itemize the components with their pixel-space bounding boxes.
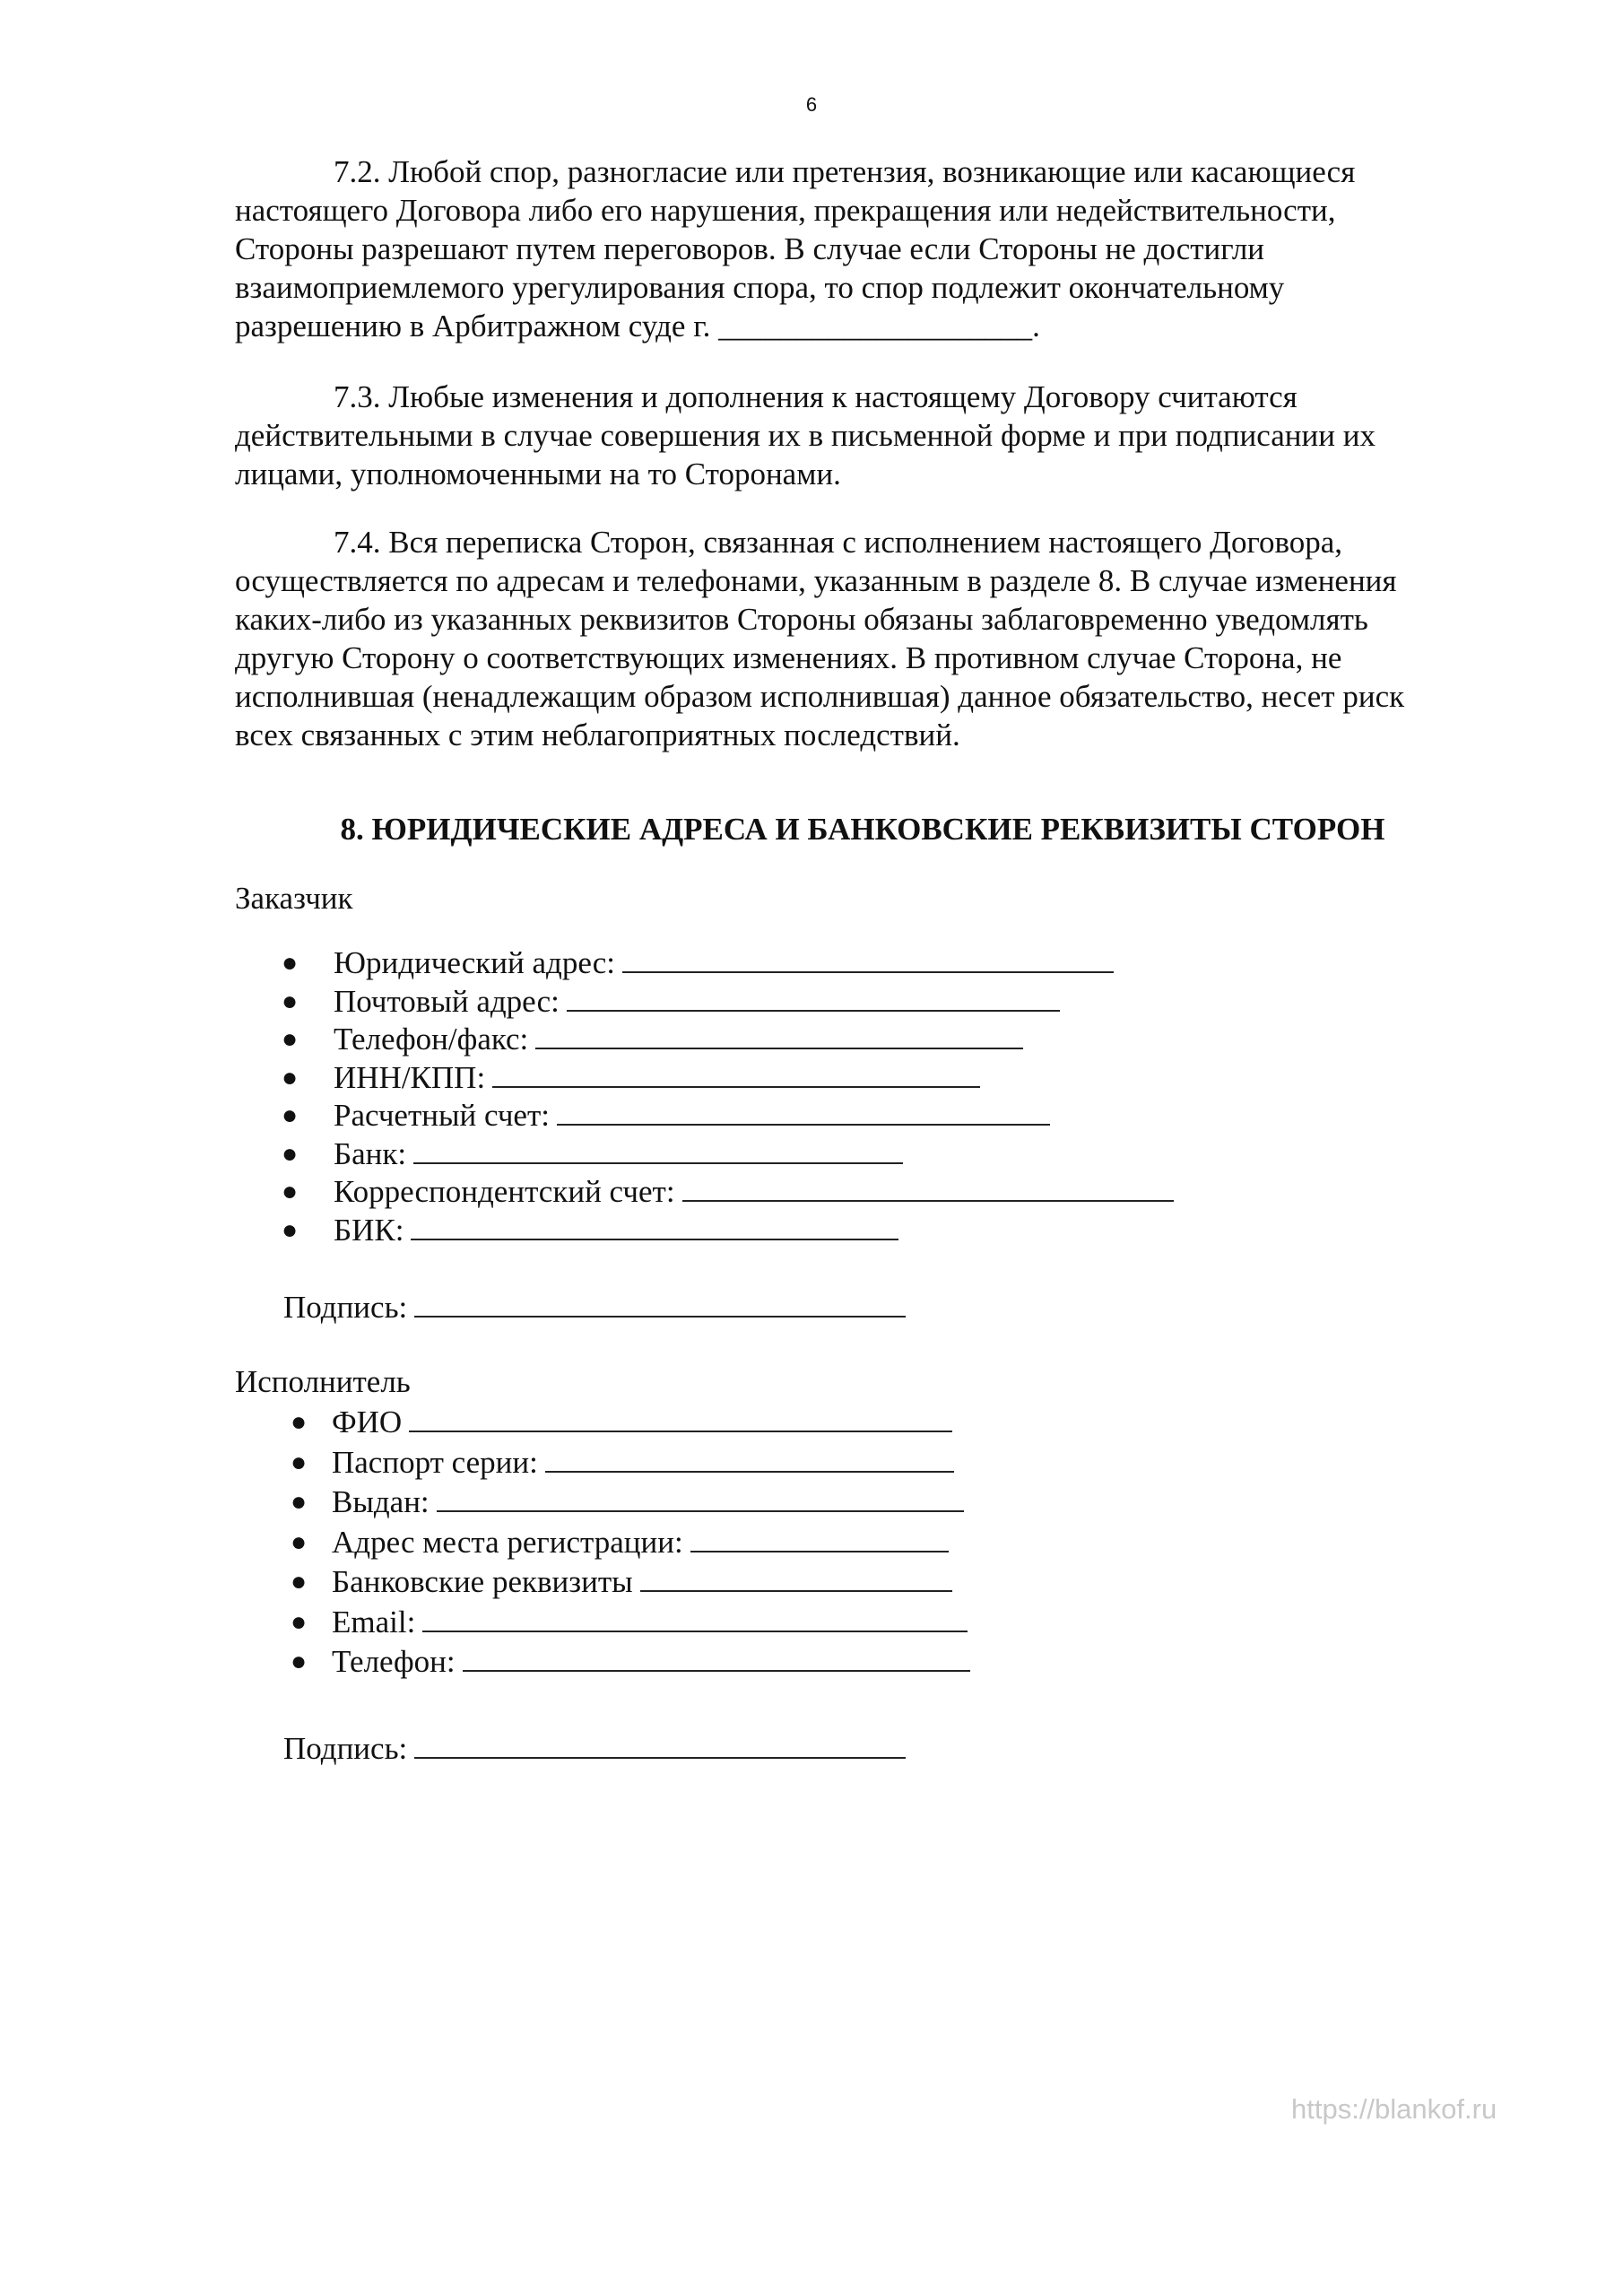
blank-line [535, 1021, 1023, 1049]
field-label: БИК: [334, 1212, 404, 1248]
paragraph-7-2: 7.2. Любой спор, разногласие или претензия, возникающие или касающиеся настоящего Договора либо его нарушения, прекращения или недействительности, Стороны разрешают путем переговоров. В случае если Стороны не достигли взаимоприемлемого урегулирования спора, то спор подлежит окончательному разрешению в Арбитражном суде г. ____________________. [235, 154, 1356, 344]
contractor-field-phone [235, 1642, 1454, 1683]
field-label: Банк: [334, 1135, 407, 1171]
paragraph-7-4: 7.4. Вся переписка Сторон, связанная с исполнением настоящего Договора, осуществляется по адресам и телефонами, указанным в разделе 8. В случае изменения каких-либо из указанных реквизитов Стороны обязаны заблаговременно уведомлять другую Сторону о соответствующих изменениях. В противном случае Сторона, не исполнившая (ненадлежащим образом исполнившая) данное обязательство, несет риск всех связанных с этим неблагоприятных последствий. [235, 525, 1405, 752]
bullet-icon: ● [291, 1606, 308, 1637]
bullet-icon: ● [282, 1024, 299, 1054]
customer-field-bik [235, 1212, 1454, 1250]
customer-field-phone-fax [235, 1021, 1454, 1059]
blank-line [567, 983, 1060, 1012]
bullet-icon: ● [282, 1062, 299, 1092]
field-label: ИНН/КПП: [334, 1059, 486, 1095]
field-label: ФИО [332, 1405, 403, 1439]
blank-line [492, 1059, 980, 1088]
signature-label: Подпись: [283, 1730, 408, 1766]
field-label: Телефон/факс: [334, 1022, 529, 1057]
bullet-icon: ● [291, 1447, 308, 1477]
signature-line [414, 1730, 906, 1759]
customer-signature [283, 1288, 1454, 1326]
contractor-field-passport [235, 1443, 1454, 1483]
bullet-icon: ● [291, 1647, 308, 1676]
field-label: Корреспондентский счет: [334, 1174, 675, 1209]
customer-field-inn-kpp [235, 1059, 1454, 1098]
blank-line [622, 944, 1114, 973]
contractor-label: Исполнитель [235, 1364, 411, 1399]
customer-field-legal-address [235, 944, 1454, 983]
contractor-field-fio [235, 1403, 1454, 1443]
blank-line [413, 1135, 903, 1164]
bullet-icon: ● [291, 1487, 308, 1517]
bullet-icon: ● [291, 1407, 308, 1437]
blank-line [411, 1212, 898, 1240]
paragraph-7-3: 7.3. Любые изменения и дополнения к настоящему Договору считаются действительными в случае совершения их в письменной форме и при подписании их лицами, уполномоченными на то Сторонами. [235, 379, 1376, 491]
watermark-link[interactable]: https://blankof.ru [1291, 2093, 1497, 2125]
bullet-icon: ● [282, 1177, 299, 1206]
blank-line [409, 1404, 952, 1432]
blank-line [437, 1483, 964, 1512]
contractor-field-bank-details [235, 1562, 1454, 1603]
contractor-field-registration-address [235, 1523, 1454, 1563]
customer-field-bank [235, 1135, 1454, 1174]
field-label: Email: [332, 1604, 416, 1639]
bullet-icon: ● [282, 986, 299, 1016]
bullet-icon: ● [291, 1567, 308, 1596]
customer-fields [235, 944, 1454, 1249]
signature-label: Подпись: [283, 1290, 408, 1325]
blank-line [682, 1173, 1174, 1202]
contractor-fields [235, 1403, 1454, 1683]
customer-label: Заказчик [235, 881, 353, 916]
bullet-icon: ● [282, 1138, 299, 1169]
field-label: Адрес места регистрации: [332, 1524, 683, 1560]
bullet-icon: ● [282, 1214, 299, 1245]
section-title: 8. ЮРИДИЧЕСКИЕ АДРЕСА И БАНКОВСКИЕ РЕКВИЗИТЫ СТОРОН [340, 812, 1385, 847]
bullet-icon: ● [291, 1526, 308, 1557]
bullet-icon: ● [282, 1100, 299, 1130]
field-label: Юридический адрес: [334, 945, 616, 980]
customer-field-account [235, 1097, 1454, 1135]
field-label: Расчетный счет: [334, 1098, 550, 1133]
field-label: Банковские реквизиты [332, 1564, 633, 1599]
blank-line [690, 1524, 949, 1552]
field-label: Выдан: [332, 1484, 430, 1519]
contractor-signature [283, 1729, 1454, 1768]
page-number: 6 [805, 93, 818, 116]
bullet-icon: ● [282, 948, 299, 978]
blank-line [640, 1563, 952, 1592]
customer-field-postal-address [235, 983, 1454, 1022]
blank-line [545, 1444, 954, 1473]
field-label: Телефон: [332, 1644, 456, 1679]
blank-line [422, 1604, 968, 1632]
blank-line [463, 1643, 970, 1672]
field-label: Почтовый адрес: [334, 983, 560, 1019]
signature-line [414, 1289, 906, 1318]
contractor-field-issued [235, 1483, 1454, 1523]
field-label: Паспорт серии: [332, 1444, 538, 1480]
blank-line [557, 1097, 1050, 1126]
document-body [235, 152, 1454, 1768]
contractor-field-email [235, 1603, 1454, 1643]
customer-field-corr-account [235, 1173, 1454, 1212]
